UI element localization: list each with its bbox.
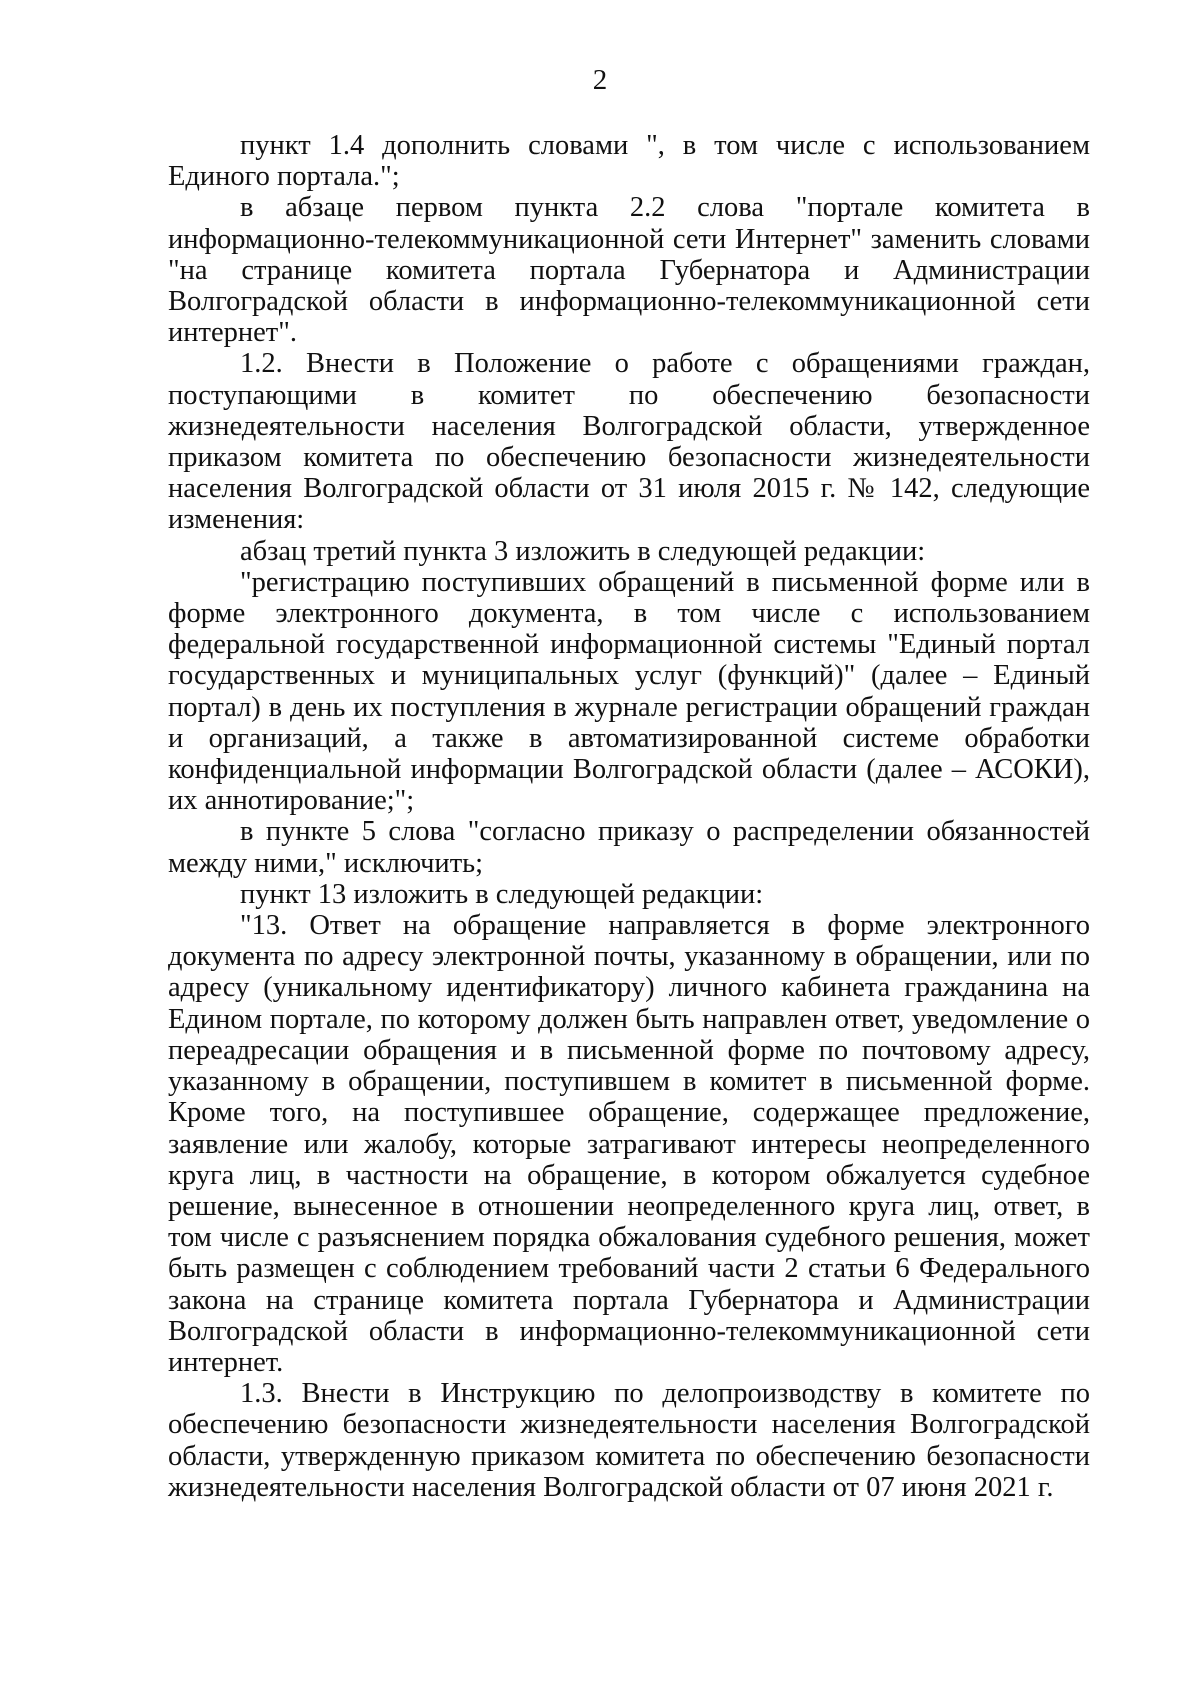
paragraph-clause-2-2: в абзаце первом пункта 2.2 слова "портале комитета в информационно-телекоммуникационной сети Интернет" заменить словами "на странице комитета портала Губернатора и Администрации Волгоградской области в информационно-телекоммуникационной сети интернет". [168, 192, 1090, 349]
paragraph-clause-13-text: "13. Ответ на обращение направляется в форме электронного документа по адресу электронной почты, указанному в обращении, или по адресу (уникальному идентификатору) личного кабинета гражданина на Едином портале, по которому должен быть направлен ответ, уведомление о переадресации обращения и в письменной форме по почтовому адресу, указанному в обращении, поступившем в комитет в письменной форме. Кроме того, на поступившее обращение, содержащее предложение, заявление или жалобу, которые затрагивают интересы неопределенного круга лиц, в частности на обращение, в котором обжалуется судебное решение, вынесенное в отношении неопределенного круга лиц, ответ, в том числе с разъяснением порядка обжалования судебного решения, может быть размещен с соблюдением требований части 2 статьи 6 Федерального закона на странице комитета портала Губернатора и Администрации Волгоградской области в информационно-телекоммуникационной сети интернет. [168, 910, 1090, 1378]
paragraph-clause-1-4: пункт 1.4 дополнить словами ", в том числе с использованием Единого портала."; [168, 130, 1090, 193]
paragraph-item-1-2: 1.2. Внести в Положение о работе с обращениями граждан, поступающими в комитет по обеспечению безопасности жизнедеятельности населения Волгоградской области, утвержденное приказом комитета по обеспечению безопасности жизнедеятельности населения Волгоградской области от 31 июля 2015 г. № 142, следующие изменения: [168, 348, 1090, 536]
paragraph-clause-3-intro: абзац третий пункта 3 изложить в следующей редакции: [240, 535, 926, 567]
paragraph-item-1-3: 1.3. Внести в Инструкцию по делопроизводству в комитете по обеспечению безопасности жизнедеятельности населения Волгоградской области, утвержденную приказом комитета по обеспечению безопасности жизнедеятельности населения Волгоградской области от 07 июня 2021 г. [168, 1378, 1090, 1503]
paragraph-clause-13-intro: пункт 13 изложить в следующей редакции: [240, 878, 764, 910]
paragraph-clause-5: в пункте 5 слова "согласно приказу о распределении обязанностей между ними," исключить; [168, 816, 1090, 879]
document-body [168, 130, 1090, 1503]
paragraph-clause-3-text: "регистрацию поступивших обращений в письменной форме или в форме электронного документа, в том числе с использованием федеральной государственной информационной системы "Единый портал государственных и муниципальных услуг (функций)" (далее – Единый портал) в день их поступления в журнале регистрации обращений граждан и организаций, а также в автоматизированной системе обработки конфиденциальной информации Волгоградской области (далее – АСОКИ), их аннотирование;"; [168, 566, 1090, 817]
page-number: 2 [592, 64, 608, 96]
